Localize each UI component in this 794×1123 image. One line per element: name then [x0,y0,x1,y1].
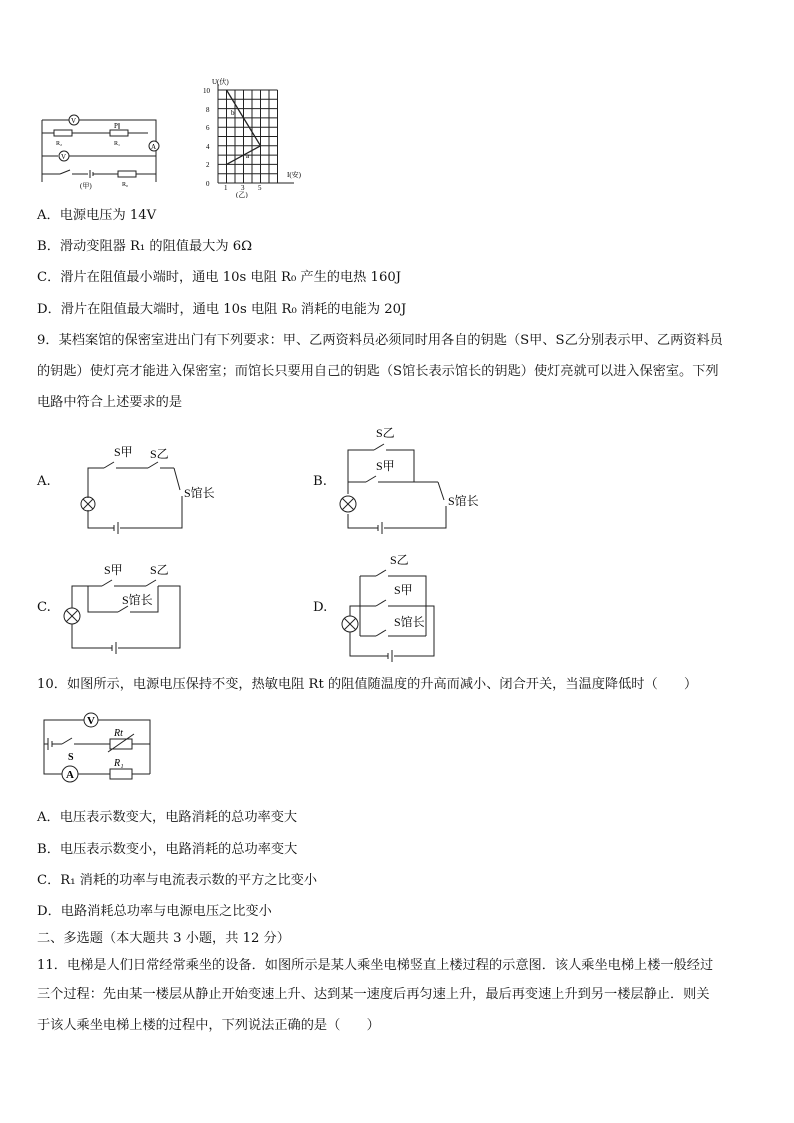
circuit-a [70,440,230,540]
circuit-diagram-jia [38,112,164,194]
fig8-r2-label: R₂ [56,141,63,147]
graph-y-axis-label: U(伏) [212,78,229,86]
y-tick: 6 [206,124,210,132]
circuit-b-label: B. [313,474,327,489]
switch-guanzhang-label: S馆长 [394,615,425,629]
y-tick: 2 [206,161,210,169]
fig8-jia-label: (甲) [80,182,92,190]
q10-circuit [38,704,156,786]
switch-jia-label: S甲 [376,459,395,473]
svg-text:A: A [151,143,157,151]
switch-guanzhang-label: S馆长 [184,486,215,500]
switch-guanzhang-label: S馆长 [122,593,153,607]
y-tick: 10 [203,87,210,95]
q8-option-b: B．滑动变阻器 R₁ 的阻值最大为 6Ω [37,239,253,254]
circuit-c [58,556,198,666]
y-tick: 8 [206,106,210,114]
q11-stem-line3: 于该人乘坐电梯上楼的过程中，下列说法正确的是（ ） [37,1018,380,1033]
y-tick: 4 [206,143,210,151]
u-i-graph-yi [198,78,310,198]
q8-option-d: D．滑片在阻值最大端时，通电 10s 电阻 R₀ 消耗的电能为 20J [37,302,407,317]
line-b-label: b [231,109,235,117]
svg-text:V: V [71,117,77,125]
switch-yi-label: S乙 [376,426,395,440]
switch-yi-label: S乙 [390,553,409,567]
q8-option-c: C．滑片在阻值最小端时，通电 10s 电阻 R₀ 产生的电热 160J [37,270,402,285]
circuit-d [330,546,470,666]
switch-jia-label: S甲 [394,583,413,597]
q9-stem-line1: 9．某档案馆的保密室进出门有下列要求：甲、乙两资料员必须同时用各自的钥匙（S甲、S乙分别表示甲、乙两资料员 [37,333,723,348]
fig8-r0-label: R₀ [122,182,129,188]
q10-option-b: B．电压表示数变小，电路消耗的总功率变大 [37,842,298,857]
fig8-r1-label: R₁ [114,141,121,147]
circuit-d-label: D. [313,600,328,615]
q10-option-c: C．R₁ 消耗的功率与电流表示数的平方之比变小 [37,873,318,888]
q10-option-a: A．电压表示数变大，电路消耗的总功率变大 [37,810,298,825]
rt-label: Rt [114,728,123,739]
line-a-label: a [246,152,250,160]
graph-x-axis-label: I(安) [287,171,301,179]
switch-jia-label: S甲 [114,445,133,459]
q10-option-d: D．电路消耗总功率与电源电压之比变小 [37,904,272,919]
circuit-c-label: C. [37,600,51,615]
q10-stem: 10．如图所示，电源电压保持不变，热敏电阻 Rt 的阻值随温度的升高而减小、闭合开关，当温度降低时（ ） [37,677,698,692]
x-tick: 3 [241,184,245,192]
y-tick: 0 [206,180,210,188]
switch-yi-label: S乙 [150,563,169,577]
q8-option-a: A．电源电压为 14V [37,208,157,223]
graph-yi-label: (乙) [236,191,248,198]
switch-guanzhang-label: S馆长 [448,494,479,508]
x-tick: 1 [224,184,228,192]
fig8-p-label: P [114,122,118,130]
q11-stem-line1: 11．电梯是人们日常经常乘坐的设备．如图所示是某人乘坐电梯竖直上楼过程的示意图．该人乘坐电梯上楼一般经过 [37,958,714,973]
x-tick: 5 [258,184,262,192]
switch-s-label: S [68,752,74,763]
switch-yi-label: S乙 [150,447,169,461]
voltmeter-label: V [87,715,95,727]
circuit-b [330,420,500,540]
q11-stem-line2: 三个过程：先由某一楼层从静止开始变速上升、达到某一速度后再匀速上升，最后再变速上升到另一楼层静止．则关 [37,987,710,1002]
section-2-heading: 二、多选题（本大题共 3 小题，共 12 分） [37,931,290,946]
r1-label: R₁ [114,758,124,769]
switch-jia-label: S甲 [104,563,123,577]
q9-stem-line2: 的钥匙）使灯亮才能进入保密室；而馆长只要用自己的钥匙（S馆长表示馆长的钥匙）使灯亮就可以进入保密室。下列 [37,364,719,379]
q9-stem-line3: 电路中符合上述要求的是 [37,395,183,410]
ammeter-label: A [66,769,74,781]
circuit-a-label: A. [37,474,51,489]
svg-text:V: V [61,153,67,161]
